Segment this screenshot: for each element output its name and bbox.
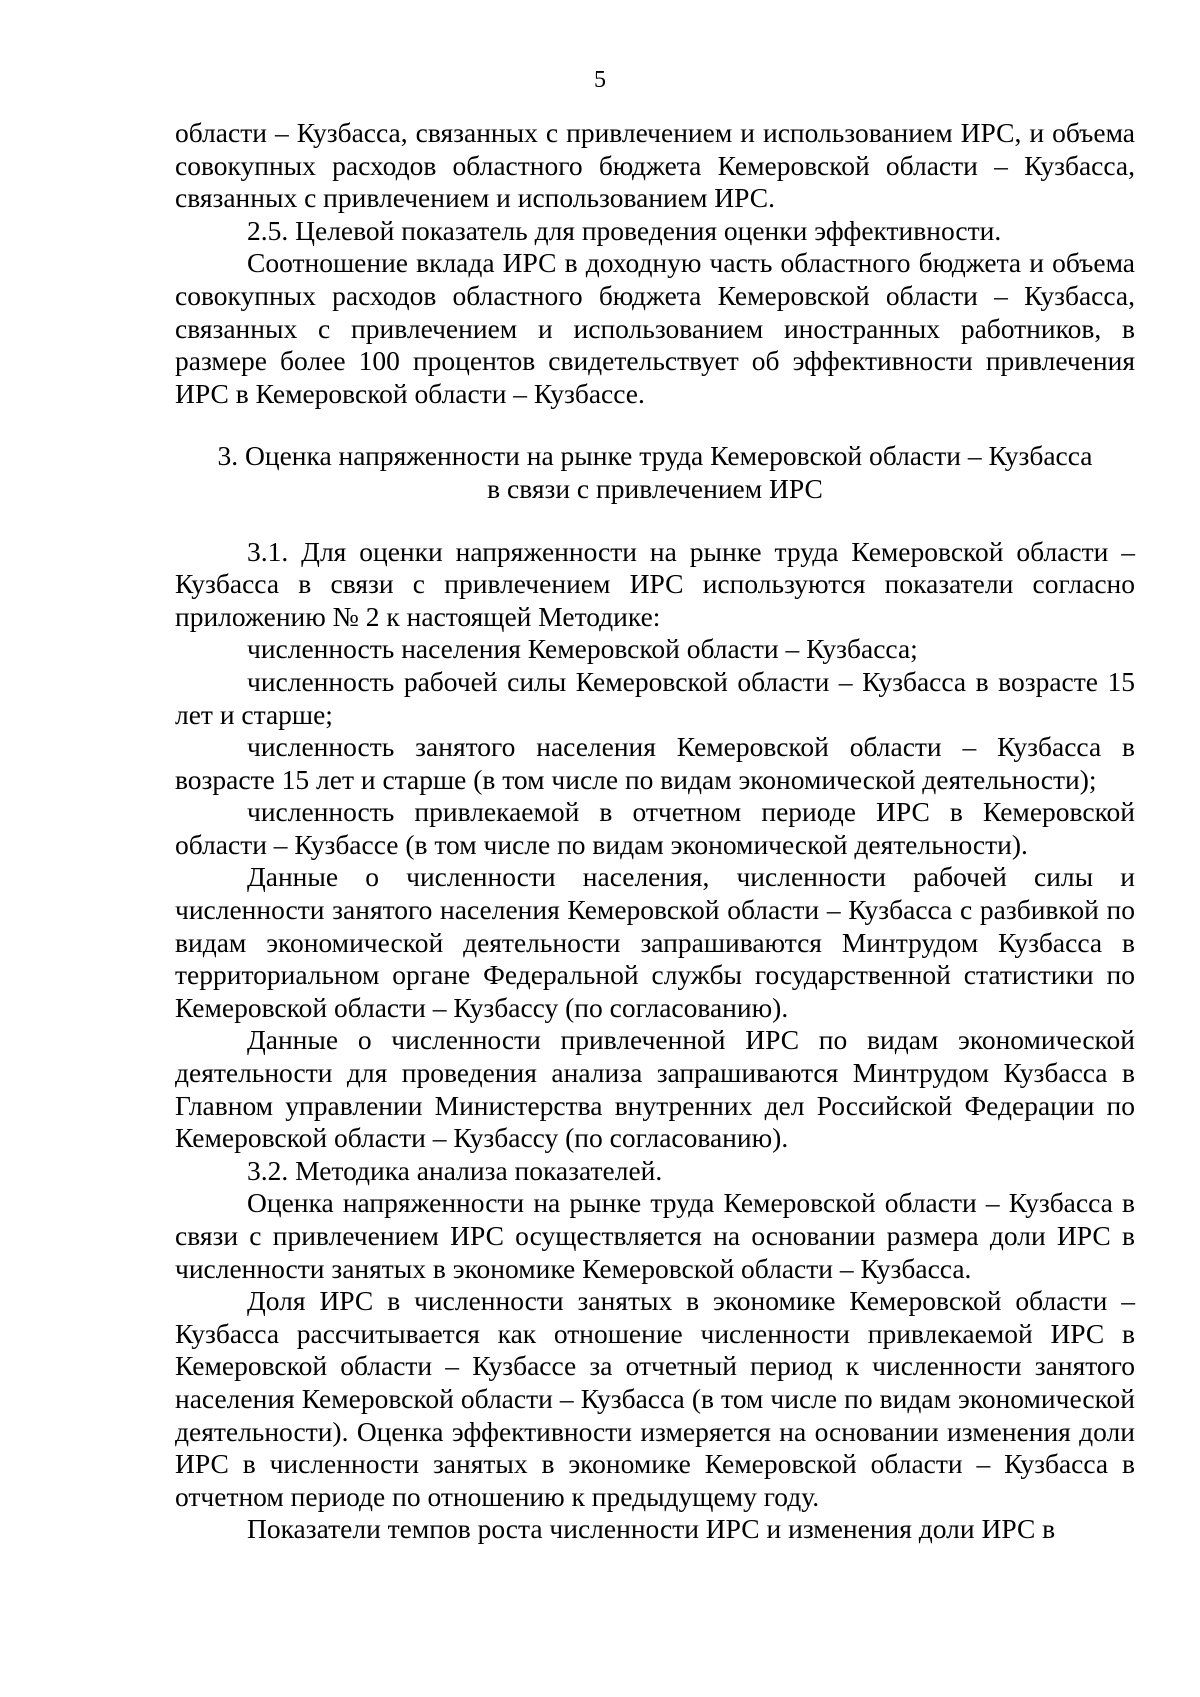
list-item-labor-force: численность рабочей силы Кемеровской области – Кузбасса в возрасте 15 лет и старше;: [175, 665, 1135, 730]
paragraph-continued: области – Кузбасса, связанных с привлечением и использованием ИРС, и объема совокупных расходов областного бюджета Кемеровской области – Кузбасса, связанных с привлечением и использованием ИРС.: [175, 117, 1135, 214]
paragraph-3-1: 3.1. Для оценки напряженности на рынке труда Кемеровской области – Кузбасса в связи с привлечением ИРС используются показатели согласно приложению № 2 к настоящей Методике:: [175, 535, 1135, 632]
page-number: 5: [594, 67, 606, 93]
paragraph-3-2: 3.2. Методика анализа показателей.: [247, 1154, 663, 1186]
section-heading-line-2: в связи с привлечением ИРС: [487, 472, 823, 504]
list-item-foreign-workers: численность привлекаемой в отчетном периоде ИРС в Кемеровской области – Кузбассе (в том числе по видам экономической деятельности).: [175, 796, 1135, 860]
paragraph-2-5: 2.5. Целевой показатель для проведения оценки эффективности.: [247, 214, 1002, 246]
paragraph-share-calculation: Доля ИРС в численности занятых в экономике Кемеровской области – Кузбасса рассчитывается как отношение численности привлекаемой ИРС в Кемеровской области – Кузбассе за отчетный период к численности занятого населения Кемеровской области – Кузбасса (в том числе по видам экономической деятельности). Оценка эффективности измеряется на основании изменения доли ИРС в численности занятых в экономике Кемеровской области – Кузбасса в отчетном периоде по отношению к предыдущему году.: [175, 1285, 1135, 1512]
paragraph-growth-rates: Показатели темпов роста численности ИРС и изменения доли ИРС в: [247, 1513, 1056, 1545]
section-3-heading: [175, 440, 1135, 505]
paragraph-stat-data: Данные о численности населения, численности рабочей силы и численности занятого населения Кемеровской области – Кузбасса с разбивкой по видам экономической деятельности запрашиваются Минтрудом Кузбасса в территориальном органе Федеральной службы государственной статистики по Кемеровской области – Кузбассу (по согласованию).: [175, 861, 1135, 1023]
document-body: [175, 117, 1135, 1546]
paragraph-assessment: Оценка напряженности на рынке труда Кемеровской области – Кузбасса в связи с привлечением ИРС осуществляется на основании размера доли ИРС в численности занятых в экономике Кемеровской области – Кузбасса.: [175, 1187, 1135, 1284]
paragraph-mvd-data: Данные о численности привлеченной ИРС по видам экономической деятельности для проведения анализа запрашиваются Минтрудом Кузбасса в Главном управлении Министерства внутренних дел Российской Федерации по Кемеровской области – Кузбассу (по согласованию).: [175, 1024, 1135, 1154]
list-item-employed: численность занятого населения Кемеровской области – Кузбасса в возрасте 15 лет и старше (в том числе по видам экономической деятельности);: [175, 731, 1135, 795]
section-heading-line-1: 3. Оценка напряженности на рынке труда Кемеровской области – Кузбасса: [217, 440, 1093, 472]
list-item-population: численность населения Кемеровской области – Кузбасса;: [247, 633, 918, 665]
section-3-body: [175, 536, 1135, 1546]
paragraph-target-indicator: Соотношение вклада ИРС в доходную часть областного бюджета и объема совокупных расходов областного бюджета Кемеровской области – Кузбасса, связанных с привлечением и использованием иностранных работников, в размере более 100 процентов свидетельствует об эффективности привлечения ИРС в Кемеровской области – Кузбассе.: [175, 247, 1135, 409]
